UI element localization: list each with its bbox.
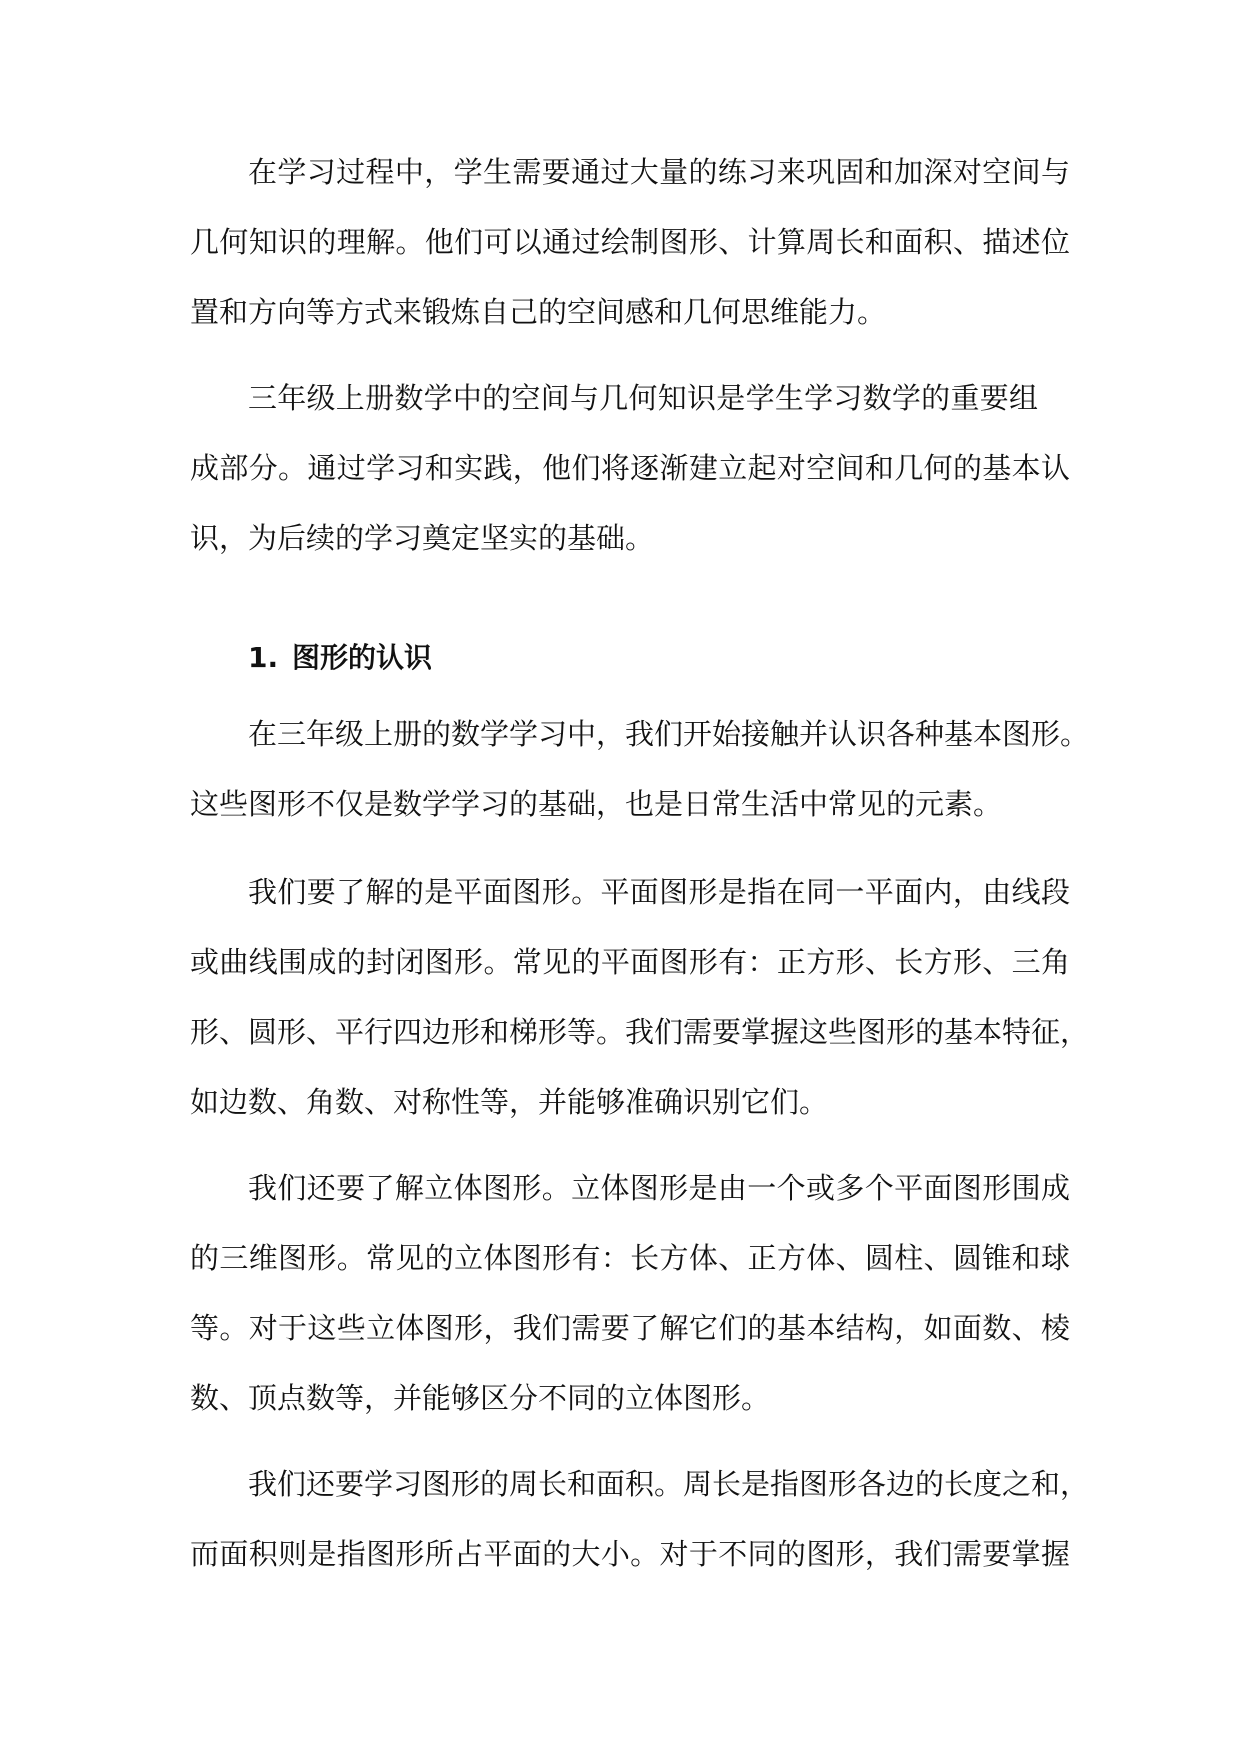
paragraph-line: 等。对于这些立体图形，我们需要了解它们的基本结构，如面数、棱 — [190, 1311, 1070, 1345]
paragraph-line: 在学习过程中，学生需要通过大量的练习来巩固和加深对空间与 — [248, 155, 1070, 189]
section-number: 1. — [248, 641, 279, 674]
paragraph-line: 三年级上册数学中的空间与几何知识是学生学习数学的重要组 — [248, 381, 1038, 415]
paragraph-line: 置和方向等方式来锻炼自己的空间感和几何思维能力。 — [190, 295, 887, 329]
paragraph-line: 这些图形不仅是数学学习的基础，也是日常生活中常见的元素。 — [190, 787, 1003, 821]
paragraph-line: 成部分。通过学习和实践，他们将逐渐建立起对空间和几何的基本认 — [190, 451, 1070, 485]
paragraph-line: 我们要了解的是平面图形。平面图形是指在同一平面内，由线段 — [248, 875, 1070, 909]
paragraph-line: 我们还要了解立体图形。立体图形是由一个或多个平面图形围成 — [248, 1171, 1070, 1205]
paragraph-line: 识，为后续的学习奠定坚实的基础。 — [190, 521, 655, 555]
paragraph-line: 的三维图形。常见的立体图形有：长方体、正方体、圆柱、圆锥和球 — [190, 1241, 1070, 1275]
paragraph-line: 在三年级上册的数学学习中，我们开始接触并认识各种基本图形。 — [248, 717, 1090, 751]
paragraph-line: 形、圆形、平行四边形和梯形等。我们需要掌握这些图形的基本特征， — [190, 1015, 1090, 1049]
paragraph-line: 或曲线围成的封闭图形。常见的平面图形有：正方形、长方形、三角 — [190, 945, 1070, 979]
paragraph-line: 而面积则是指图形所占平面的大小。对于不同的图形，我们需要掌握 — [190, 1537, 1070, 1571]
paragraph-line: 我们还要学习图形的周长和面积。周长是指图形各边的长度之和， — [248, 1467, 1090, 1501]
section-title: 图形的认识 — [292, 641, 433, 674]
paragraph-line: 几何知识的理解。他们可以通过绘制图形、计算周长和面积、描述位 — [190, 225, 1070, 259]
paragraph-line: 如边数、角数、对称性等，并能够准确识别它们。 — [190, 1085, 829, 1119]
section-heading — [248, 636, 432, 680]
paragraph-line: 数、顶点数等，并能够区分不同的立体图形。 — [190, 1381, 771, 1415]
